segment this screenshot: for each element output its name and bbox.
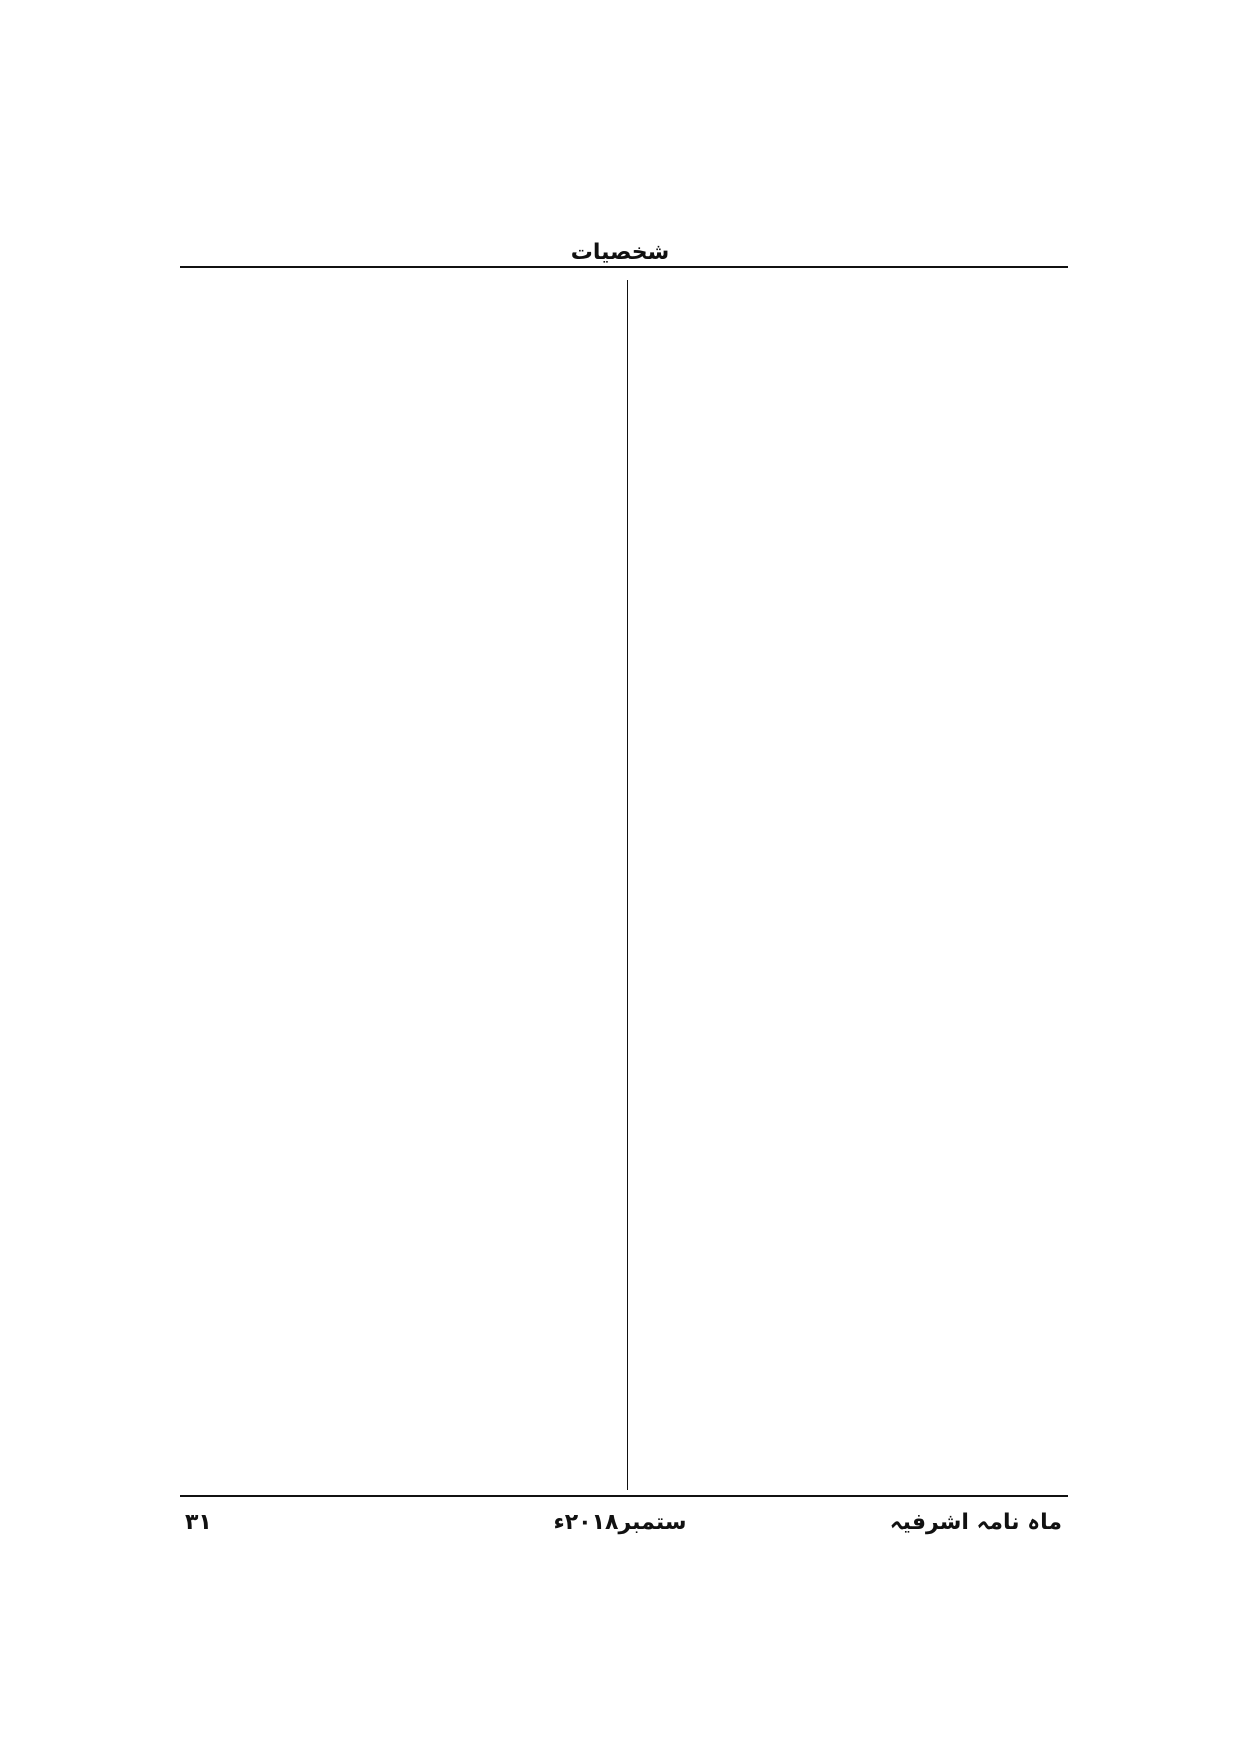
right-column: [636, 280, 1072, 1490]
section-title: شخصیات: [570, 240, 670, 265]
page-number: ۳۱: [185, 1510, 212, 1535]
left-column: [182, 280, 620, 1490]
magazine-name: ماہ نامہ اشرفیہ: [889, 1510, 1062, 1535]
footer-rule: [180, 1495, 1068, 1497]
issue-date: ستمبر۲۰۱۸ء: [553, 1510, 687, 1535]
header-rule: [180, 266, 1068, 268]
column-divider: [627, 280, 628, 1490]
